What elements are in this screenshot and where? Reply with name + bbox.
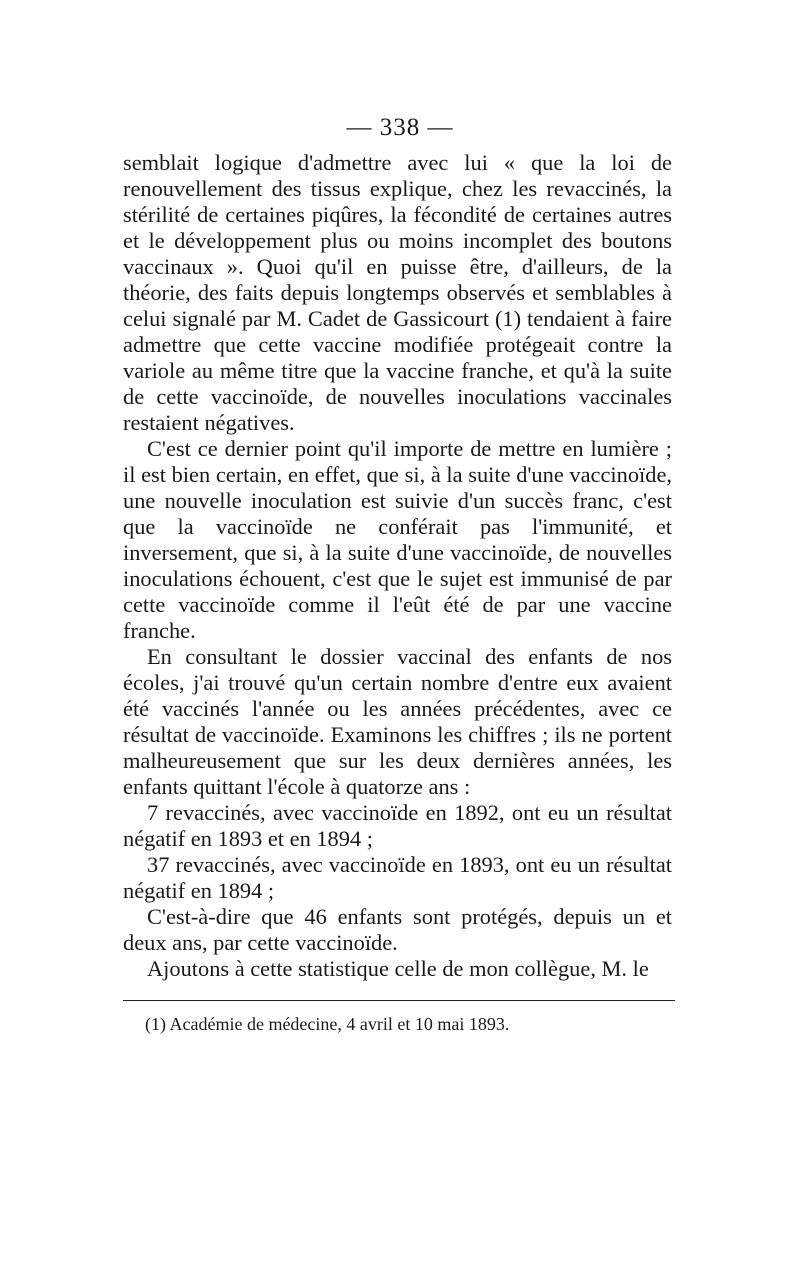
- paragraph-colleague-statistic: Ajoutons à cette statistique celle de mon collègue, M. le: [147, 956, 649, 981]
- page-number: — 338 —: [346, 114, 454, 141]
- paragraph-count-1893: 37 revaccinés, avec vaccinoïde en 1893, ont eu un résultat négatif en 1894 ;: [123, 852, 672, 903]
- body-text: [123, 150, 672, 982]
- paragraph-immunity-point: C'est ce dernier point qu'il importe de mettre en lumière ; il est bien certain, en effet, que si, à la suite d'une vaccinoïde, une nouvelle inoculation est suivie d'un succès franc, c'est que la vaccinoïde ne conférait pas l'immunité, et inversement, que si, à la suite d'une vaccinoïde, de nouvelles inoculations échouent, c'est que le sujet est immunisé de par cette vaccinoïde comme il l'eût été de par une vaccine franche.: [123, 436, 672, 643]
- footnote: (1) Académie de médecine, 4 avril et 10 mai 1893.: [145, 1014, 510, 1034]
- paragraph-total-protected: C'est-à-dire que 46 enfants sont protégés, depuis un et deux ans, par cette vaccinoïde.: [123, 904, 672, 955]
- paragraph-count-1892: 7 revaccinés, avec vaccinoïde en 1892, ont eu un résultat négatif en 1893 et en 1894 ;: [123, 800, 672, 851]
- paragraph-school-records: En consultant le dossier vaccinal des enfants de nos écoles, j'ai trouvé qu'un certain nombre d'entre eux avaient été vaccinés l'année ou les années précédentes, avec ce résultat de vaccinoïde. Examinons les chiffres ; ils ne portent malheureusement que sur les deux dernières années, les enfants quittant l'école à quatorze ans :: [123, 644, 672, 799]
- footnote-divider: [123, 1000, 675, 1001]
- paragraph-continuation: semblait logique d'admettre avec lui « que la loi de renouvellement des tissus explique, chez les revaccinés, la stérilité de certaines piqûres, la fécondité de certaines autres et le développement plus ou moins incomplet des boutons vaccinaux ». Quoi qu'il en puisse être, d'ailleurs, de la théorie, des faits depuis longtemps observés et semblables à celui signalé par M. Cadet de Gassicourt (1) tendaient à faire admettre que cette vaccine modifiée protégeait contre la variole au même titre que la vaccine franche, et qu'à la suite de cette vaccinoïde, de nouvelles inoculations vaccinales restaient négatives.: [123, 150, 672, 435]
